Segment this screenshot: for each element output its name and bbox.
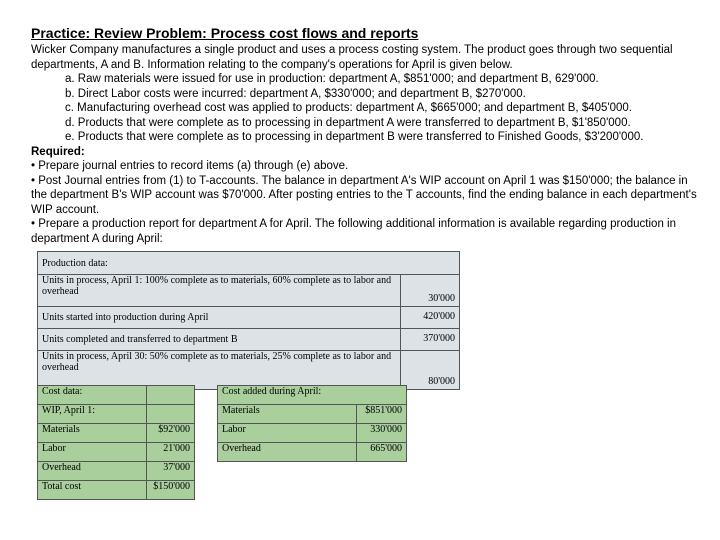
row-value: 80'000 bbox=[401, 351, 460, 390]
wip-label: WIP, April 1: bbox=[38, 405, 147, 424]
row-label: Units completed and transferred to department B bbox=[38, 329, 401, 351]
table-row bbox=[38, 443, 195, 462]
required-item-1: • Prepare journal entries to record items (a) through (e) above. bbox=[31, 160, 349, 172]
row-label: Units in process, April 1: 100% complete as to materials, 60% complete as to labor and overhead bbox=[38, 275, 401, 307]
empty-cell bbox=[147, 386, 195, 405]
cost-added-header: Cost added during April: bbox=[218, 386, 407, 405]
cost-added-table bbox=[217, 385, 407, 462]
row-value: 30'000 bbox=[401, 275, 460, 307]
row-label: Labor bbox=[218, 424, 357, 443]
table-row bbox=[38, 424, 195, 443]
row-label: Materials bbox=[38, 424, 147, 443]
row-label: Overhead bbox=[218, 443, 357, 462]
page-title: Practice: Review Problem: Process cost flows and reports bbox=[31, 25, 419, 41]
empty-cell bbox=[147, 405, 195, 424]
required-heading: Required: bbox=[31, 145, 85, 158]
required-item-3: • Prepare a production report for department A for April. The following additional information is available regarding production in department A during April: bbox=[31, 218, 676, 245]
table-row bbox=[38, 307, 460, 329]
table-row bbox=[38, 481, 195, 500]
cost-data-table bbox=[37, 385, 195, 500]
production-header: Production data: bbox=[38, 252, 460, 275]
row-value: 330'000 bbox=[357, 424, 407, 443]
required-item-2: • Post Journal entries from (1) to T-accounts. The balance in department A's WIP account on April 1 was $150'000; the balance in the department B's WIP account was $70'000. After posting entries to the T accounts, find the ending balance in each department's WIP account. bbox=[31, 174, 697, 216]
row-value: 370'000 bbox=[401, 329, 460, 351]
table-row bbox=[38, 462, 195, 481]
item-a: a. Raw materials were issued for use in production: department A, $851'000; and department B, 629'000. bbox=[65, 73, 599, 85]
row-label: Total cost bbox=[38, 481, 147, 500]
row-label: Overhead bbox=[38, 462, 147, 481]
problem-text bbox=[31, 43, 703, 246]
table-row bbox=[38, 275, 460, 307]
cost-data-header: Cost data: bbox=[38, 386, 147, 405]
item-b: b. Direct Labor costs were incurred: department A, $330'000; and department B, $270'000. bbox=[65, 87, 526, 100]
row-value: 21'000 bbox=[147, 443, 195, 462]
row-value: 37'000 bbox=[147, 462, 195, 481]
item-c: c. Manufacturing overhead cost was applied to products: department A, $665'000; and department B, $405'000. bbox=[65, 102, 632, 114]
table-row bbox=[218, 443, 407, 462]
table-row bbox=[38, 351, 460, 390]
item-e: e. Products that were complete as to processing in department B were transferred to Finished Goods, $3'200'000. bbox=[65, 131, 644, 143]
production-data-table bbox=[37, 251, 460, 390]
intro-paragraph: Wicker Company manufactures a single product and uses a process costing system. The product goes through two sequential departments, A and B. Information relating to the company's operations for April is given below. bbox=[31, 44, 673, 71]
table-row bbox=[38, 329, 460, 351]
row-value: 665'000 bbox=[357, 443, 407, 462]
row-label: Units in process, April 30: 50% complete as to materials, 25% complete as to labor and overhead bbox=[38, 351, 401, 390]
item-d: d. Products that were complete as to processing in department A were transferred to department B, $1'850'000. bbox=[65, 116, 631, 129]
row-label: Units started into production during April bbox=[38, 307, 401, 329]
table-row bbox=[218, 405, 407, 424]
row-value: $150'000 bbox=[147, 481, 195, 500]
row-label: Labor bbox=[38, 443, 147, 462]
row-value: $851'000 bbox=[357, 405, 407, 424]
row-label: Materials bbox=[218, 405, 357, 424]
table-row bbox=[218, 424, 407, 443]
row-value: $92'000 bbox=[147, 424, 195, 443]
row-value: 420'000 bbox=[401, 307, 460, 329]
